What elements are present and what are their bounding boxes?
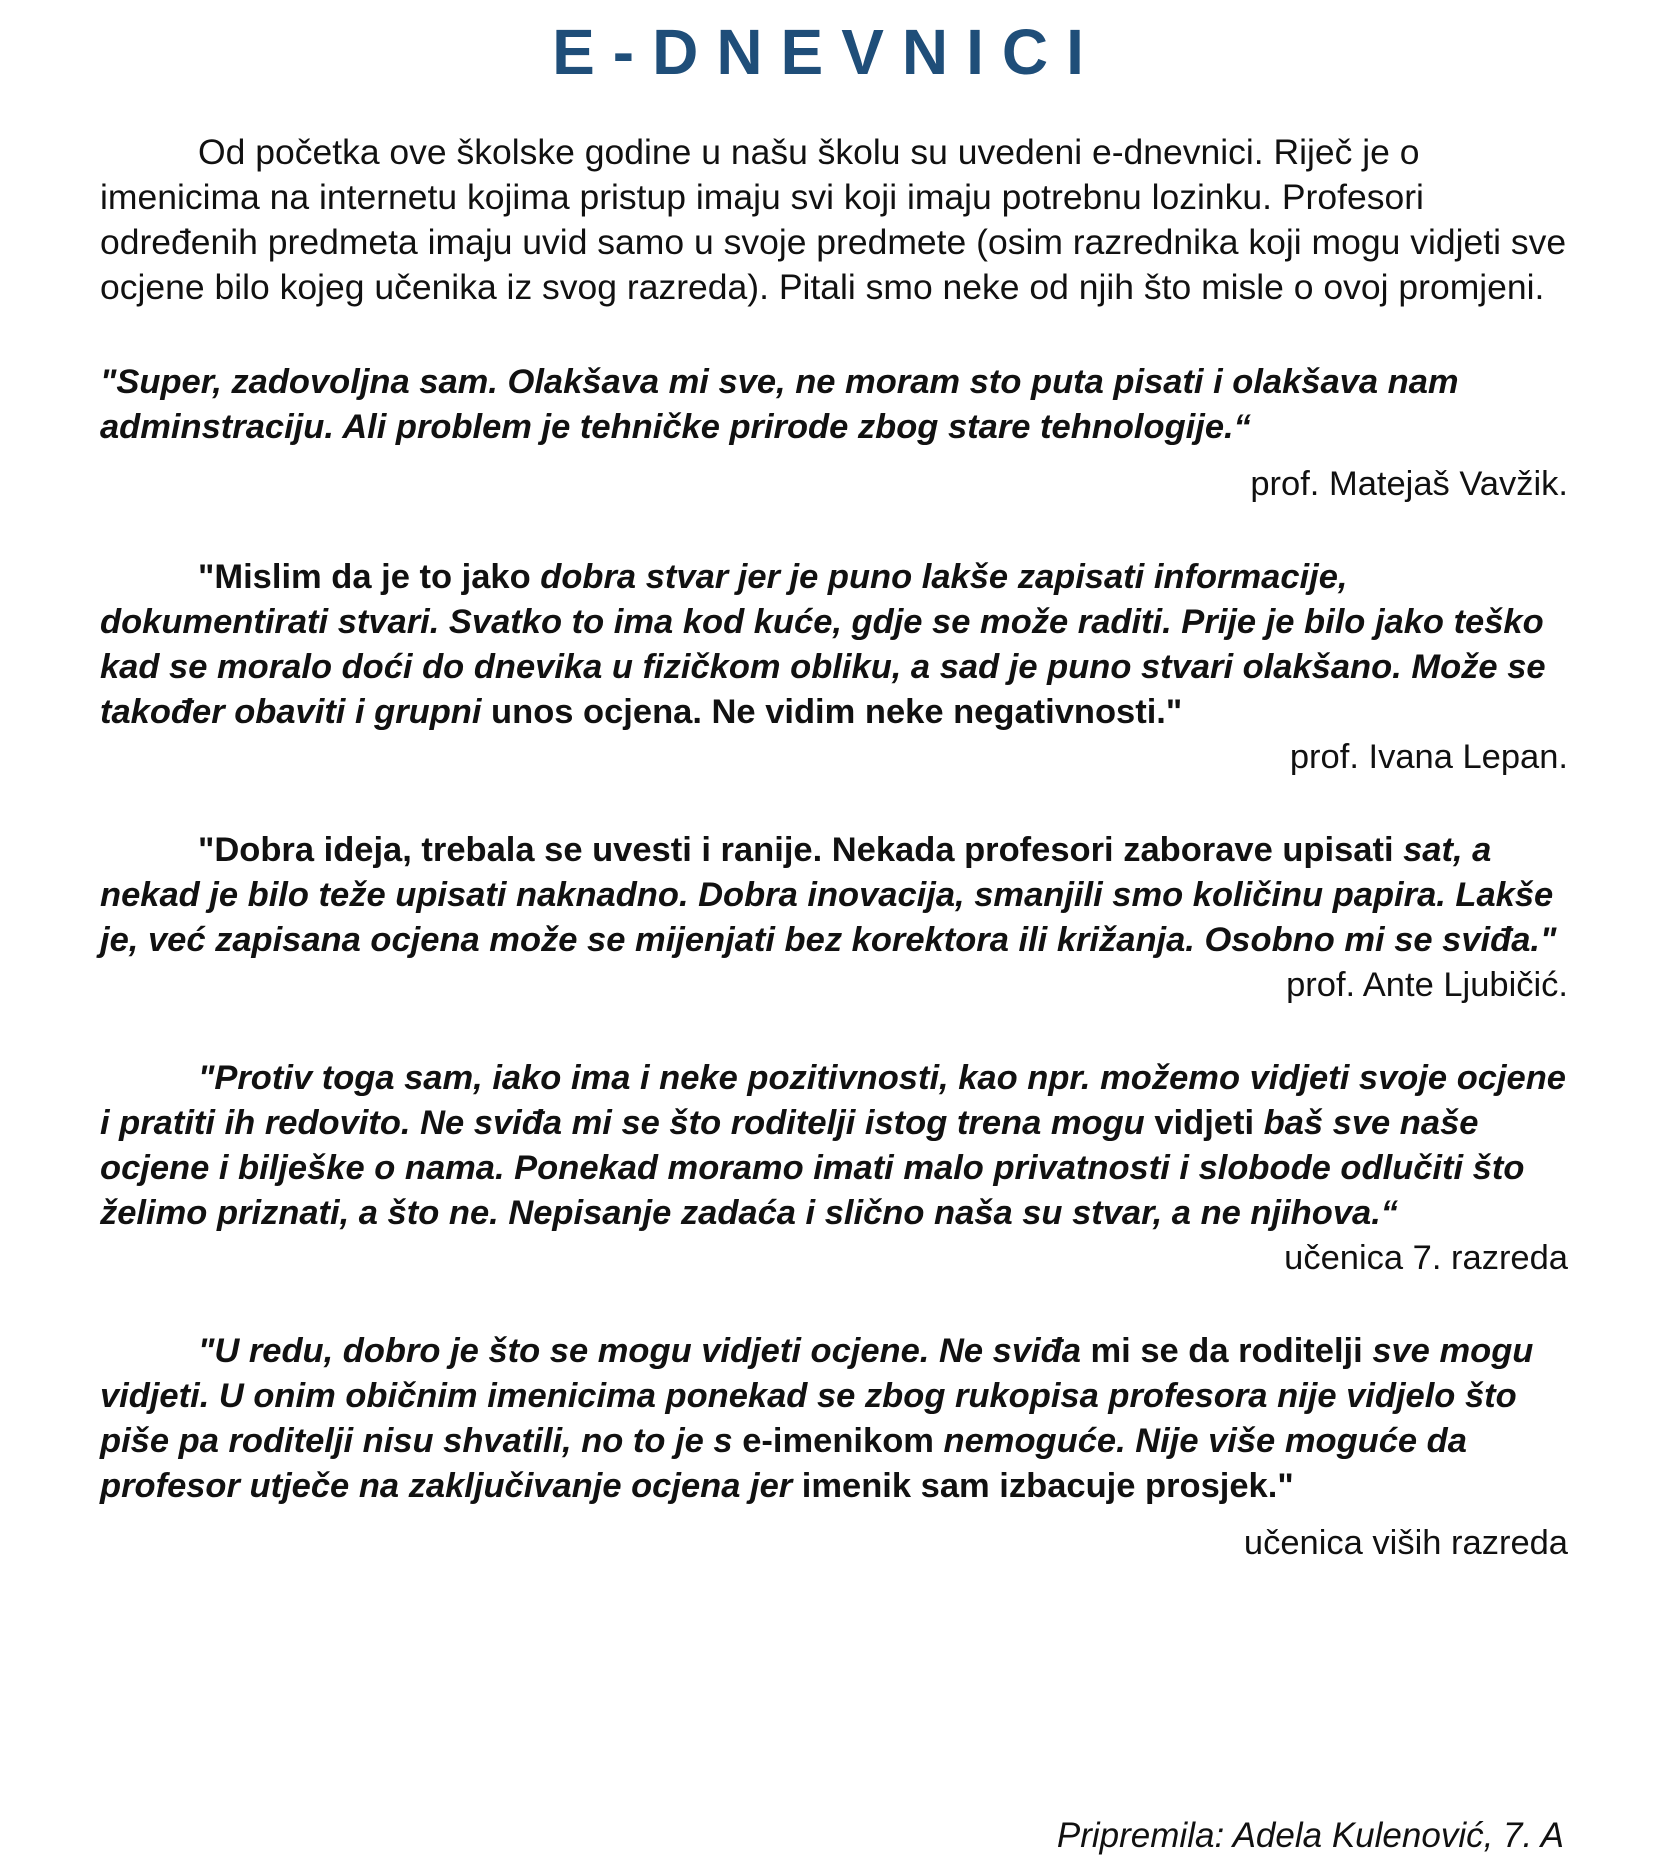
quote-4-upright: vidjeti — [1154, 1104, 1264, 1142]
quote-5-upright-end: imenik sam izbacuje prosjek." — [801, 1467, 1294, 1505]
quote-4-author: učenica 7. razreda — [1284, 1239, 1568, 1277]
intro-paragraph: Od početka ove školske godine u našu školu su uvedeni e-dnevnici. Riječ je o imenicima na internetu kojima pristup imaju svi koji imaju potrebnu lozinku. Profesori određenih predmeta imaju uvid samo u svoje predmete (osim razrednika koji mogu vidjeti sve ocjene bilo kojeg učenika iz svog razreda). Pitali smo neke od njih što misle o ovoj promjeni. — [100, 132, 1567, 307]
quote-3-italic: sat, a nekad je bilo teže upisati naknadno. Dobra inovacija, smanjili smo količinu papira. Lakše je, već zapisana ocjena može se mijenjati bez korektora ili križanja. Osobno mi se sviđa." — [100, 831, 1557, 959]
quote-1-author: prof. Matejaš Vavžik. — [1250, 465, 1568, 503]
quote-1: "Super, zadovoljna sam. Olakšava mi sve, ne moram sto puta pisati i olakšava nam adminstraciju. Ali problem je tehničke prirode zbog stare tehnologije.“ — [100, 363, 1459, 446]
quote-5-italic-mid: sve mogu vidjeti. U onim običnim imenicima ponekad se zbog rukopisa profesora nije vidjelo što piše pa roditelji nisu shvatili, no to je s — [100, 1332, 1534, 1460]
quote-5 — [100, 1329, 1568, 1509]
quote-5-upright: mi se da roditelji — [1090, 1332, 1373, 1370]
quote-4-italic-end: baš sve naše ocjene i bilješke o nama. Ponekad moramo imati malo privatnosti i slobode odlučiti što želimo priznati, a što ne. Nepisanje zadaća i slično naša su stvar, a ne njihova.“ — [100, 1104, 1525, 1232]
quote-5-italic-start: "U redu, dobro je što se mogu vidjeti ocjene. Ne sviđa — [198, 1332, 1091, 1370]
quote-2-upright-start: "Mislim da je to jako — [198, 558, 541, 596]
quote-3 — [100, 828, 1568, 963]
quote-4 — [100, 1056, 1568, 1236]
quote-3-author: prof. Ante Ljubičić. — [1286, 966, 1568, 1004]
quote-5-italic-end: nemoguće. Nije više moguće da profesor utječe na zaključivanje ocjena jer — [100, 1422, 1467, 1505]
article-body — [100, 130, 1568, 1566]
article-title: E-DNEVNICI — [552, 16, 1102, 88]
quote-5-upright-mid: e-imenikom — [742, 1422, 944, 1460]
quote-3-upright-start: "Dobra ideja, trebala se uvesti i ranije. Nekada profesori zaborave upisati — [198, 831, 1404, 869]
quote-2-upright-end: unos ocjena. Ne vidim neke negativnosti." — [491, 693, 1183, 731]
prepared-by: Pripremila: Adela Kulenović, 7. A — [1056, 1816, 1564, 1855]
quote-4-italic-start: "Protiv toga sam, iako ima i neke pozitivnosti, kao npr. možemo vidjeti svoje ocjene i pratiti ih redovito. Ne sviđa mi se što roditelji istog trena mogu — [100, 1059, 1566, 1142]
quote-2 — [100, 555, 1568, 735]
quote-5-author: učenica viših razreda — [1243, 1524, 1568, 1562]
quote-2-italic: dobra stvar jer je puno lakše zapisati informacije, dokumentirati stvari. Svatko to ima kod kuće, gdje se može raditi. Prije je bilo jako teško kad se moralo doći do dnevika u fizičkom obliku, a sad je puno stvari olakšano. Može se također obaviti i grupni — [100, 558, 1546, 731]
quote-2-author: prof. Ivana Lepan. — [1289, 738, 1568, 776]
